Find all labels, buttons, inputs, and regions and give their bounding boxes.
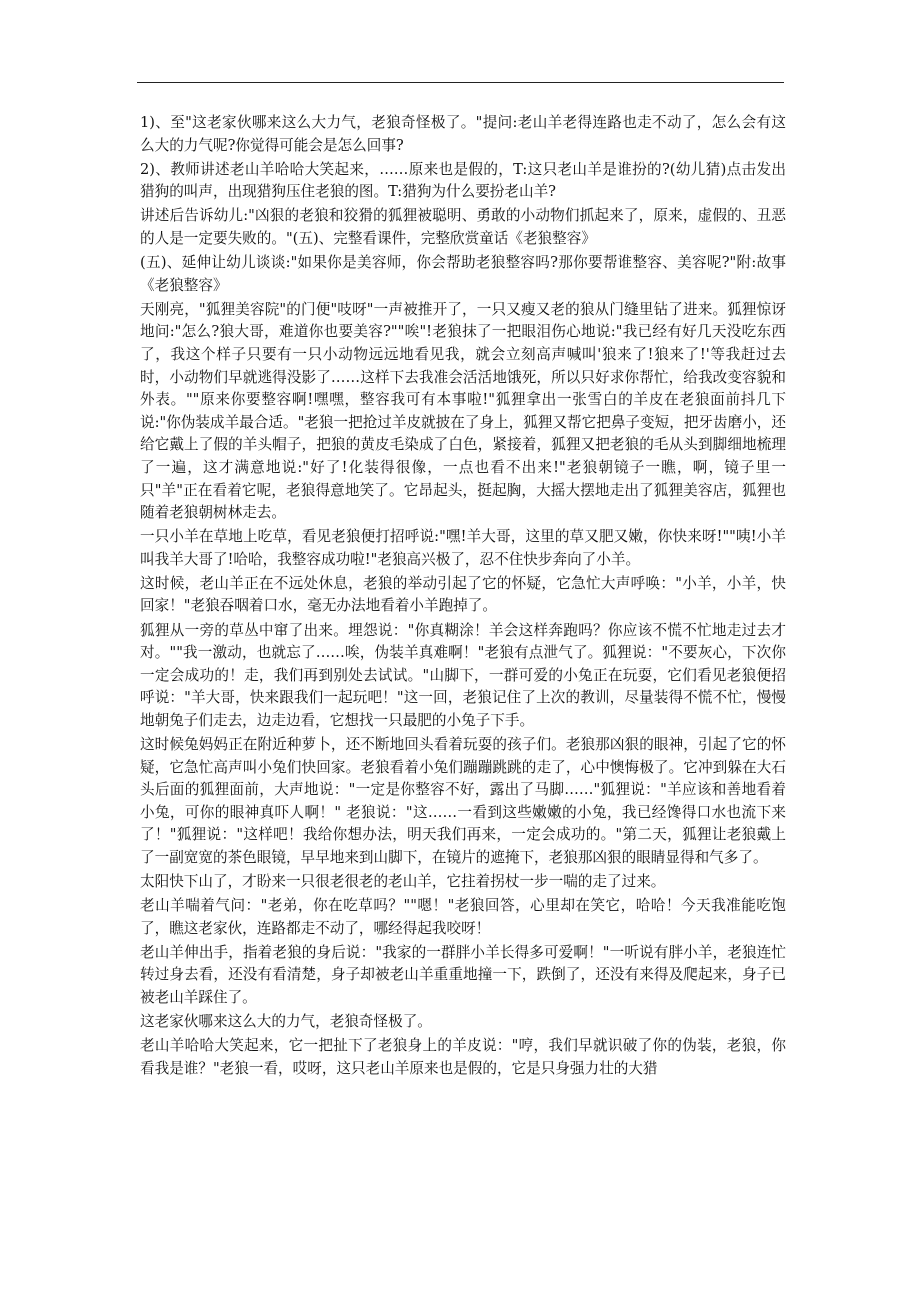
header-rule bbox=[137, 82, 784, 83]
paragraph: 2)、教师讲述老山羊哈哈大笑起来，……原来也是假的，T:这只老山羊是谁扮的?(幼儿猜)点击发出猎狗的叫声，出现猎狗压住老狼的图。T:猎狗为什么要扮老山羊? bbox=[140, 160, 786, 201]
paragraph: 太阳快下山了，才盼来一只很老很老的老山羊，它拄着拐杖一步一喘的走了过来。 bbox=[140, 873, 666, 891]
paragraph: 老山羊伸出手，指着老狼的身后说："我家的一群胖小羊长得多可爱啊！"一听说有胖小羊，老狼连忙转过身去看，还没有看清楚，身子却被老山羊重重地撞一下，跌倒了，还没有来得及爬起来，身子已被老山羊踩住了。 bbox=[140, 943, 786, 1007]
paragraph: 一只小羊在草地上吃草，看见老狼便打招呼说:"嘿!羊大哥，这里的草又肥又嫩，你快来呀!""咦!小羊叫我羊大哥了!哈哈，我整容成功啦!"老狼高兴极了，忍不住快步奔向了小羊。 bbox=[140, 528, 786, 568]
paragraph: 狐狸从一旁的草丛中窜了出来。埋怨说："你真糊涂！羊会这样奔跑吗？你应该不慌不忙地走过去才对。""我一激动，也就忘了……唉，伪装羊真难啊！"老狼有点泄气了。狐狸说："不要灰心，下次你一定会成功的！走，我们再到别处去试试。"山脚下，一群可爱的小兔正在玩耍，它们看见老狼便招呼说："羊大哥，快来跟我们一起玩吧！"这一回，老狼记住了上次的教训，尽量装得不慌不忙，慢慢地朝兔子们走去，边走边看，它想找一只最肥的小兔子下手。 bbox=[140, 621, 786, 729]
paragraph: 老山羊哈哈大笑起来，它一把扯下了老狼身上的羊皮说："哼，我们早就识破了你的伪装，老狼，你看我是谁？"老狼一看，哎呀，这只老山羊原来也是假的，它是只身强力壮的大猎 bbox=[140, 1037, 786, 1077]
paragraph: (五)、延伸让幼儿谈谈:"如果你是美容师，你会帮助老狼整容吗?那你要帮谁整容、美容呢?"附:故事《老狼整容》 bbox=[140, 254, 786, 294]
paragraph: 这时候，老山羊正在不远处休息，老狼的举动引起了它的怀疑，它急忙大声呼唤："小羊，小羊，快回家！"老狼吞咽着口水，毫无办法地看着小羊跑掉了。 bbox=[140, 574, 786, 615]
paragraph: 讲述后告诉幼儿:"凶狠的老狼和狡猾的狐狸被聪明、勇敢的小动物们抓起来了，原来，虚假的、丑恶的人是一定要失败的。"(五)、完整看课件，完整欣赏童话《老狼整容》 bbox=[140, 207, 786, 247]
paragraph: 这老家伙哪来这么大的力气，老狼奇怪极了。 bbox=[140, 1013, 432, 1031]
paragraph: 天刚亮，"狐狸美容院"的门便"吱呀"一声被推开了，一只又瘦又老的狼从门缝里钻了进来。狐狸惊讶地问:"怎么?狼大哥，难道你也要美容?""唉"!老狼抹了一把眼泪伤心地说:"我已经有好几天没吃东西了，我这个样子只要有一只小动物远远地看见我，就会立刻高声喊叫'狼来了!狼来了!'等我赶过去时，小动物们早就逃得没影了……这样下去我准会活活地饿死，所以只好求你帮忙，给我改变容貌和外表。""原来你要整容啊!嘿嘿，整容我可有本事啦!"狐狸拿出一张雪白的羊皮在老狼面前抖几下说:"你伪装成羊最合适。"老狼一把抢过羊皮就披在了身上，狐狸又帮它把鼻子变短，把牙齿磨小，还给它戴上了假的羊头帽子，把狼的黄皮毛染成了白色，紧接着，狐狸又把老狼的毛从头到脚细地梳理了一遍，这才满意地说:"好了!化装得很像，一点也看不出来!"老狼朝镜子一瞧，啊，镜子里一只"羊"正在看着它呢，老狼得意地笑了。它昂起头，挺起胸，大摇大摆地走出了狐狸美容店，狐狸也随着老狼朝树林走去。 bbox=[140, 300, 786, 522]
paragraph: 1)、至"这老家伙哪来这么大力气，老狼奇怪极了。"提问:老山羊老得连路也走不动了，怎么会有这么大的力气呢?你觉得可能会是怎么回事? bbox=[140, 114, 786, 154]
document-body bbox=[140, 112, 786, 1082]
paragraph: 老山羊喘着气问："老弟，你在吃草吗？""嗯！"老狼回答，心里却在笑它，哈哈！今天我准能吃饱了，瞧这老家伙，连路都走不动了，哪经得起我咬呀！ bbox=[140, 897, 786, 937]
paragraph: 这时候兔妈妈正在附近种萝卜，还不断地回头看着玩耍的孩子们。老狼那凶狠的眼神，引起了它的怀疑，它急忙高声叫小兔们快回家。老狼看着小兔们蹦蹦跳跳的走了，心中懊悔极了。它冲到躲在大石头后面的狐狸面前，大声地说："一定是你整容不好，露出了马脚……"狐狸说："羊应该和善地看着小兔，可你的眼神真吓人啊！" 老狼说："这……一看到这些嫩嫩的小兔，我已经馋得口水也流下来了！"狐狸说："这样吧！我给你想办法，明天我们再来，一定会成功的。"第二天，狐狸让老狼戴上了一副宽宽的茶色眼镜，早早地来到山脚下，在镜片的遮掩下，老狼那凶狠的眼睛显得和气多了。 bbox=[140, 736, 786, 866]
